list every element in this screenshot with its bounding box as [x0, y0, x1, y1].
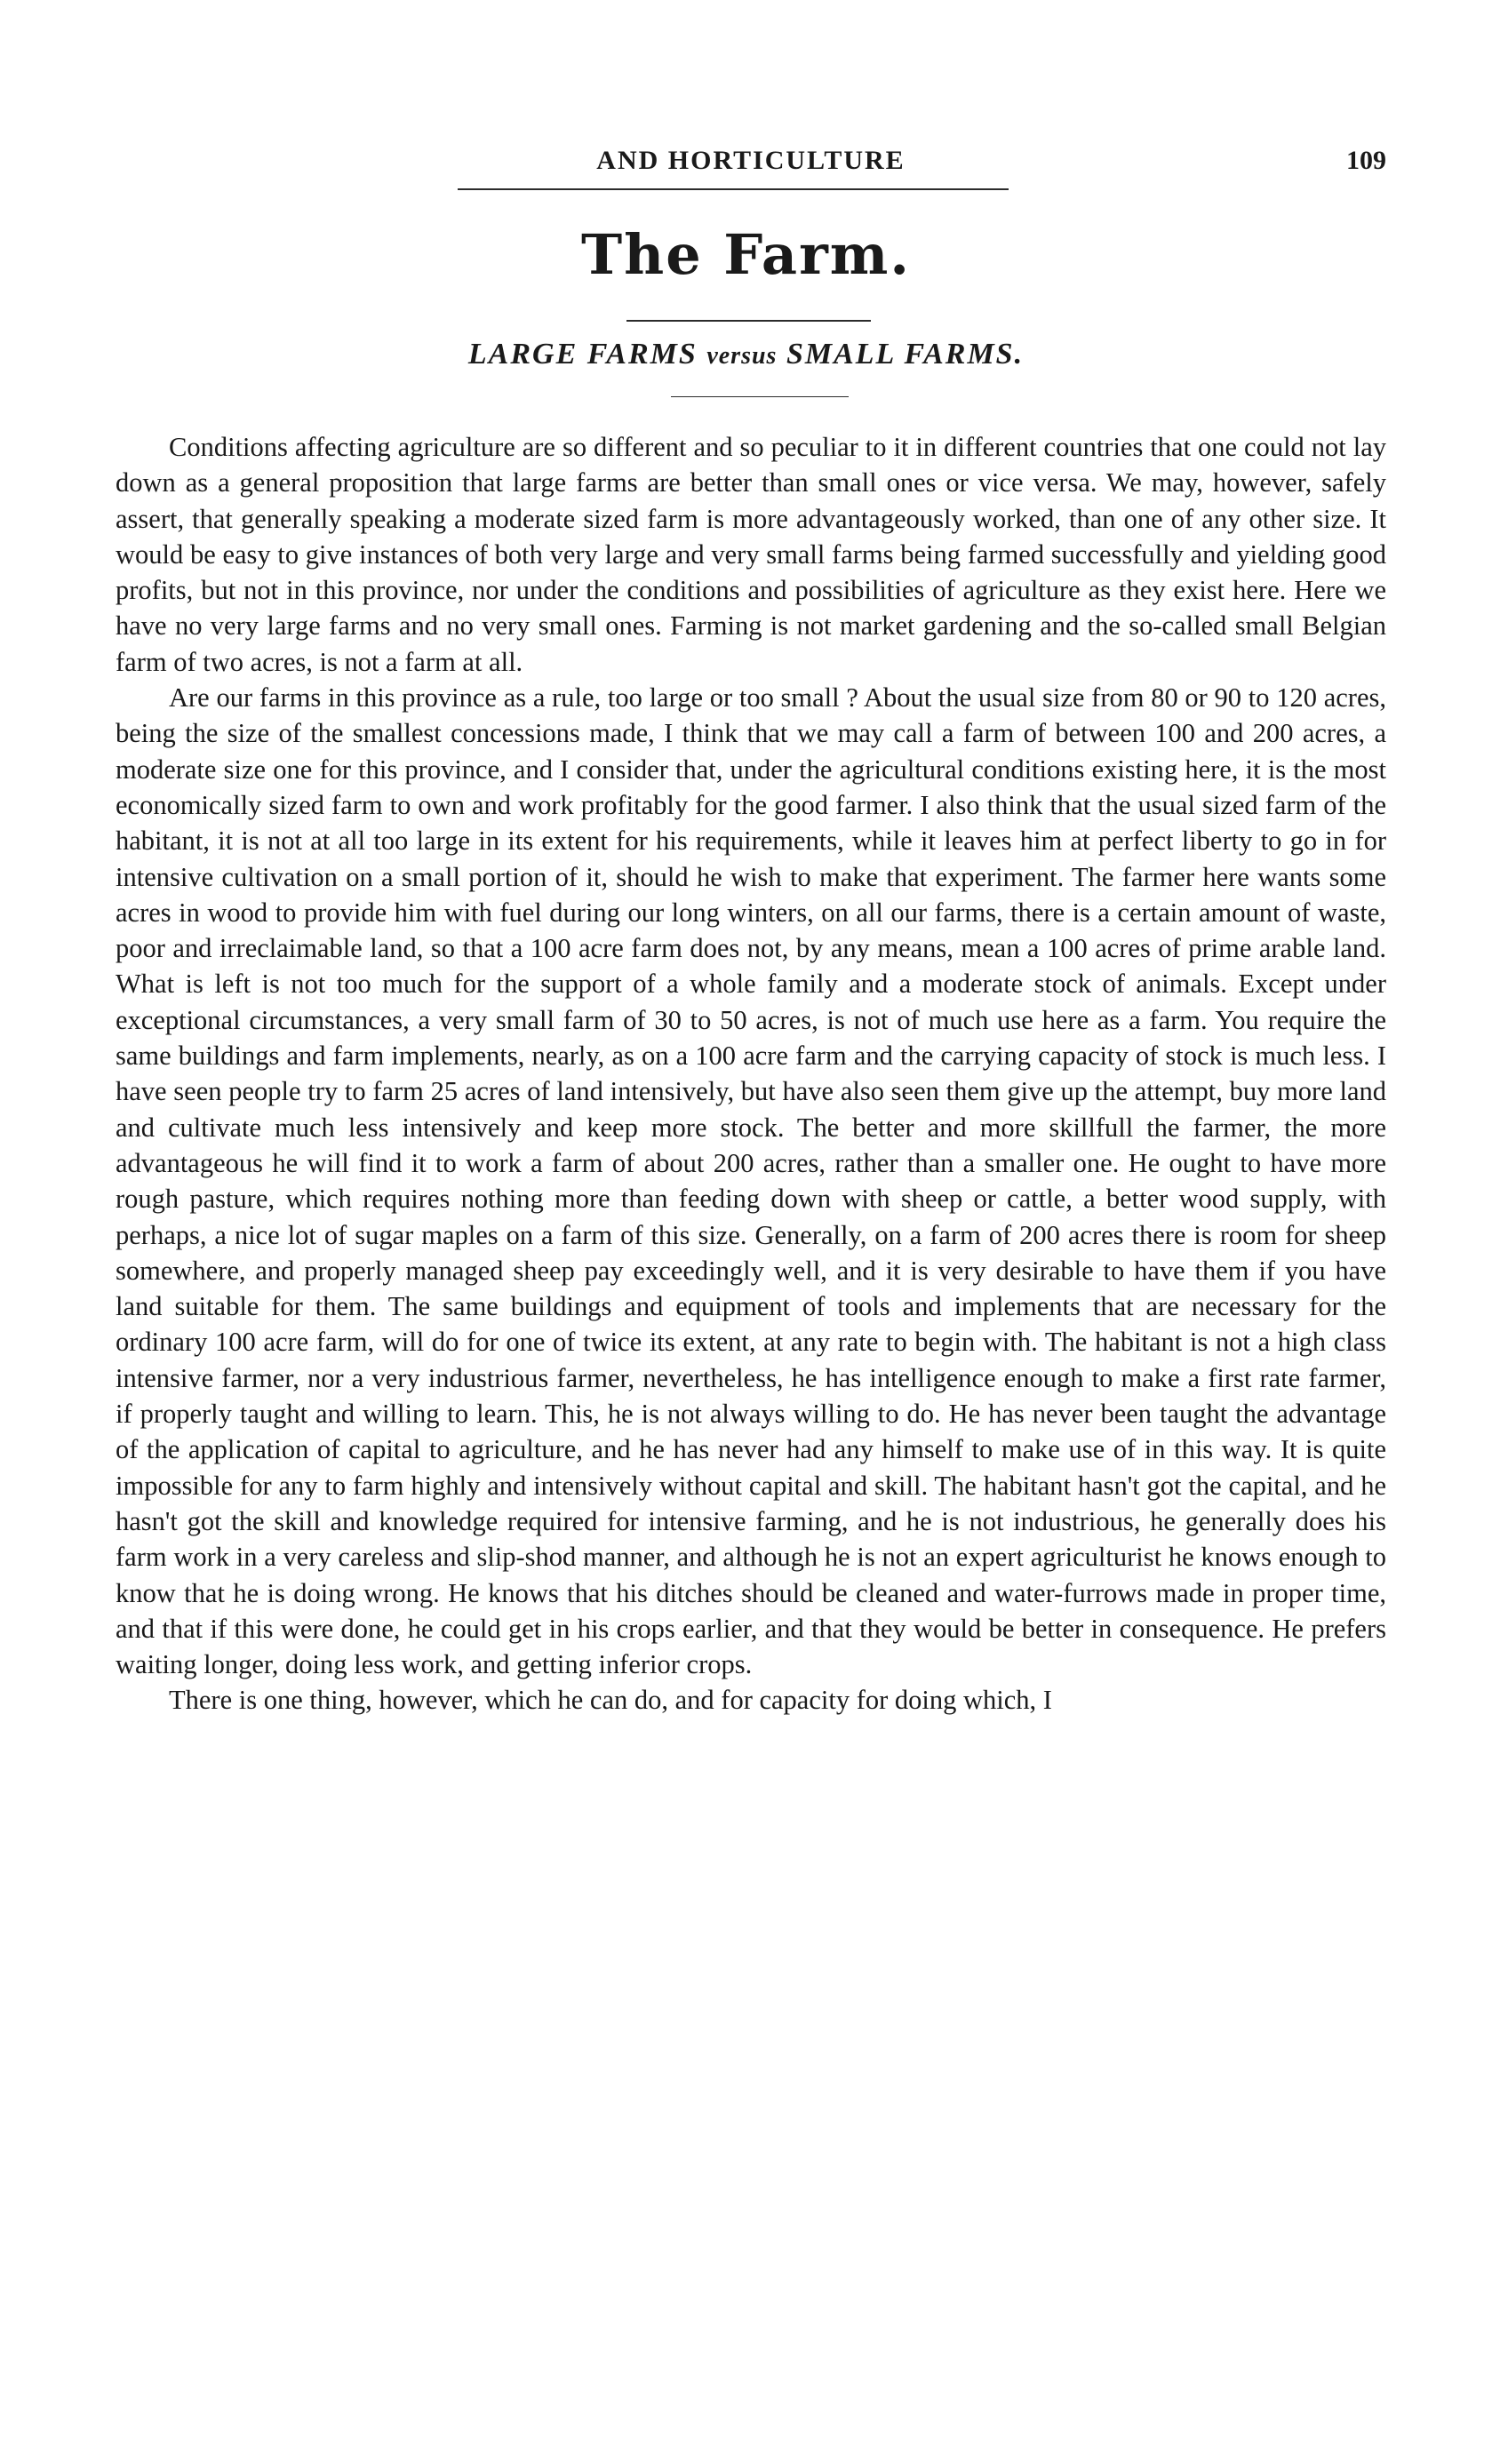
header-divider [458, 188, 1009, 190]
headline-part-1: LARGE FARMS [467, 338, 698, 371]
paragraph: There is one thing, however, which he can do, and for capacity for doing which, I [169, 1685, 1052, 1716]
section-title: The Farm. [581, 222, 911, 287]
headline-versus: versus [706, 342, 778, 370]
paragraph: Are our farms in this province as a rule, too large or too small ? About the usual size from 80 or 90 to 120 acres, being the size of the smallest concessions made, I think that we may call a farm of between 100 and 200 acres, a moderate size one for this province, and I consider that, under the agricultural conditions existing here, it is the most economically sized farm to own and work profitably for the good farmer. I also think that the usual sized farm of the habitant, it is not at all too large in its extent for his requirements, while it leaves him at perfect liberty to go in for intensive cultivation on a small portion of it, should he wish to make that experiment. The farmer here wants some acres in wood to provide him with fuel during our long winters, on all our farms, there is a certain amount of waste, poor and irreclaimable land, so that a 100 acre farm does not, by any means, mean a 100 acres of prime arable land. What is left is not too much for the support of a whole family and a moderate stock of animals. Except under exceptional circumstances, a very small farm of 30 to 50 acres, is not of much use here as a farm. You require the same buildings and farm implements, nearly, as on a 100 acre farm and the carrying capacity of stock is much less. I have seen people try to farm 25 acres of land intensively, but have also seen them give up the attempt, buy more land and cultivate much less intensively and keep more stock. The better and more skillfull the farmer, the more advantageous he will find it to work a farm of about 200 acres, rather than a smaller one. He ought to have more rough pasture, which requires nothing more than feeding down with sheep or cattle, a better wood supply, with perhaps, a nice lot of sugar maples on a farm of this size. Generally, on a farm of 200 acres there is room for sheep somewhere, and properly managed sheep pay exceedingly well, and it is very desirable to have them if you have land suitable for them. The same buildings and equipment of tools and implements that are necessary for the ordinary 100 acre farm, will do for one of twice its extent, at any rate to begin with. The habitant is not a high class intensive farmer, nor a very industrious farmer, nevertheless, he has intelligence enough to make a first rate farmer, if properly taught and willing to learn. This, he is not always willing to do. He has never been taught the advantage of the application of capital to agriculture, and he has never had any himself to make use of in this way. It is quite impossible for any to farm highly and intensively without capital and skill. The habitant hasn't got the capital, and he hasn't got the skill and knowledge required for intensive farming, and he is not industrious, he generally does his farm work in a very careless and slip-shod manner, and although he is not an expert agriculturist he knows enough to know that he is doing wrong. He knows that his ditches should be cleaned and water-furrows made in proper time, and that if this were done, he could get in his crops earlier, and that they would be better in consequence. He prefers waiting longer, doing less work, and getting inferior crops. [116, 682, 1386, 1680]
article-body [116, 429, 1386, 1718]
page-number: 109 [1346, 146, 1386, 175]
headline-divider [671, 396, 849, 397]
paragraph: Conditions affecting agriculture are so different and so peculiar to it in different countries that one could not lay down as a general proposition that large farms are better than small ones or vice versa. We may, however, safely assert, that generally speaking a moderate sized farm is more advantageously worked, than one of any other size. It would be easy to give instances of both very large and very small farms being farmed successfully and yielding good profits, but not in this province, nor under the conditions and possibilities of agriculture as they exist here. Here we have no very large farms and no very small ones. Farming is not market gardening and the so-called small Belgian farm of two acres, is not a farm at all. [116, 432, 1386, 677]
article-headline [0, 338, 1492, 371]
title-divider [626, 320, 871, 322]
headline-part-2: SMALL FARMS. [786, 338, 1025, 371]
running-head [116, 140, 1386, 185]
running-title: AND HORTICULTURE [596, 146, 906, 175]
